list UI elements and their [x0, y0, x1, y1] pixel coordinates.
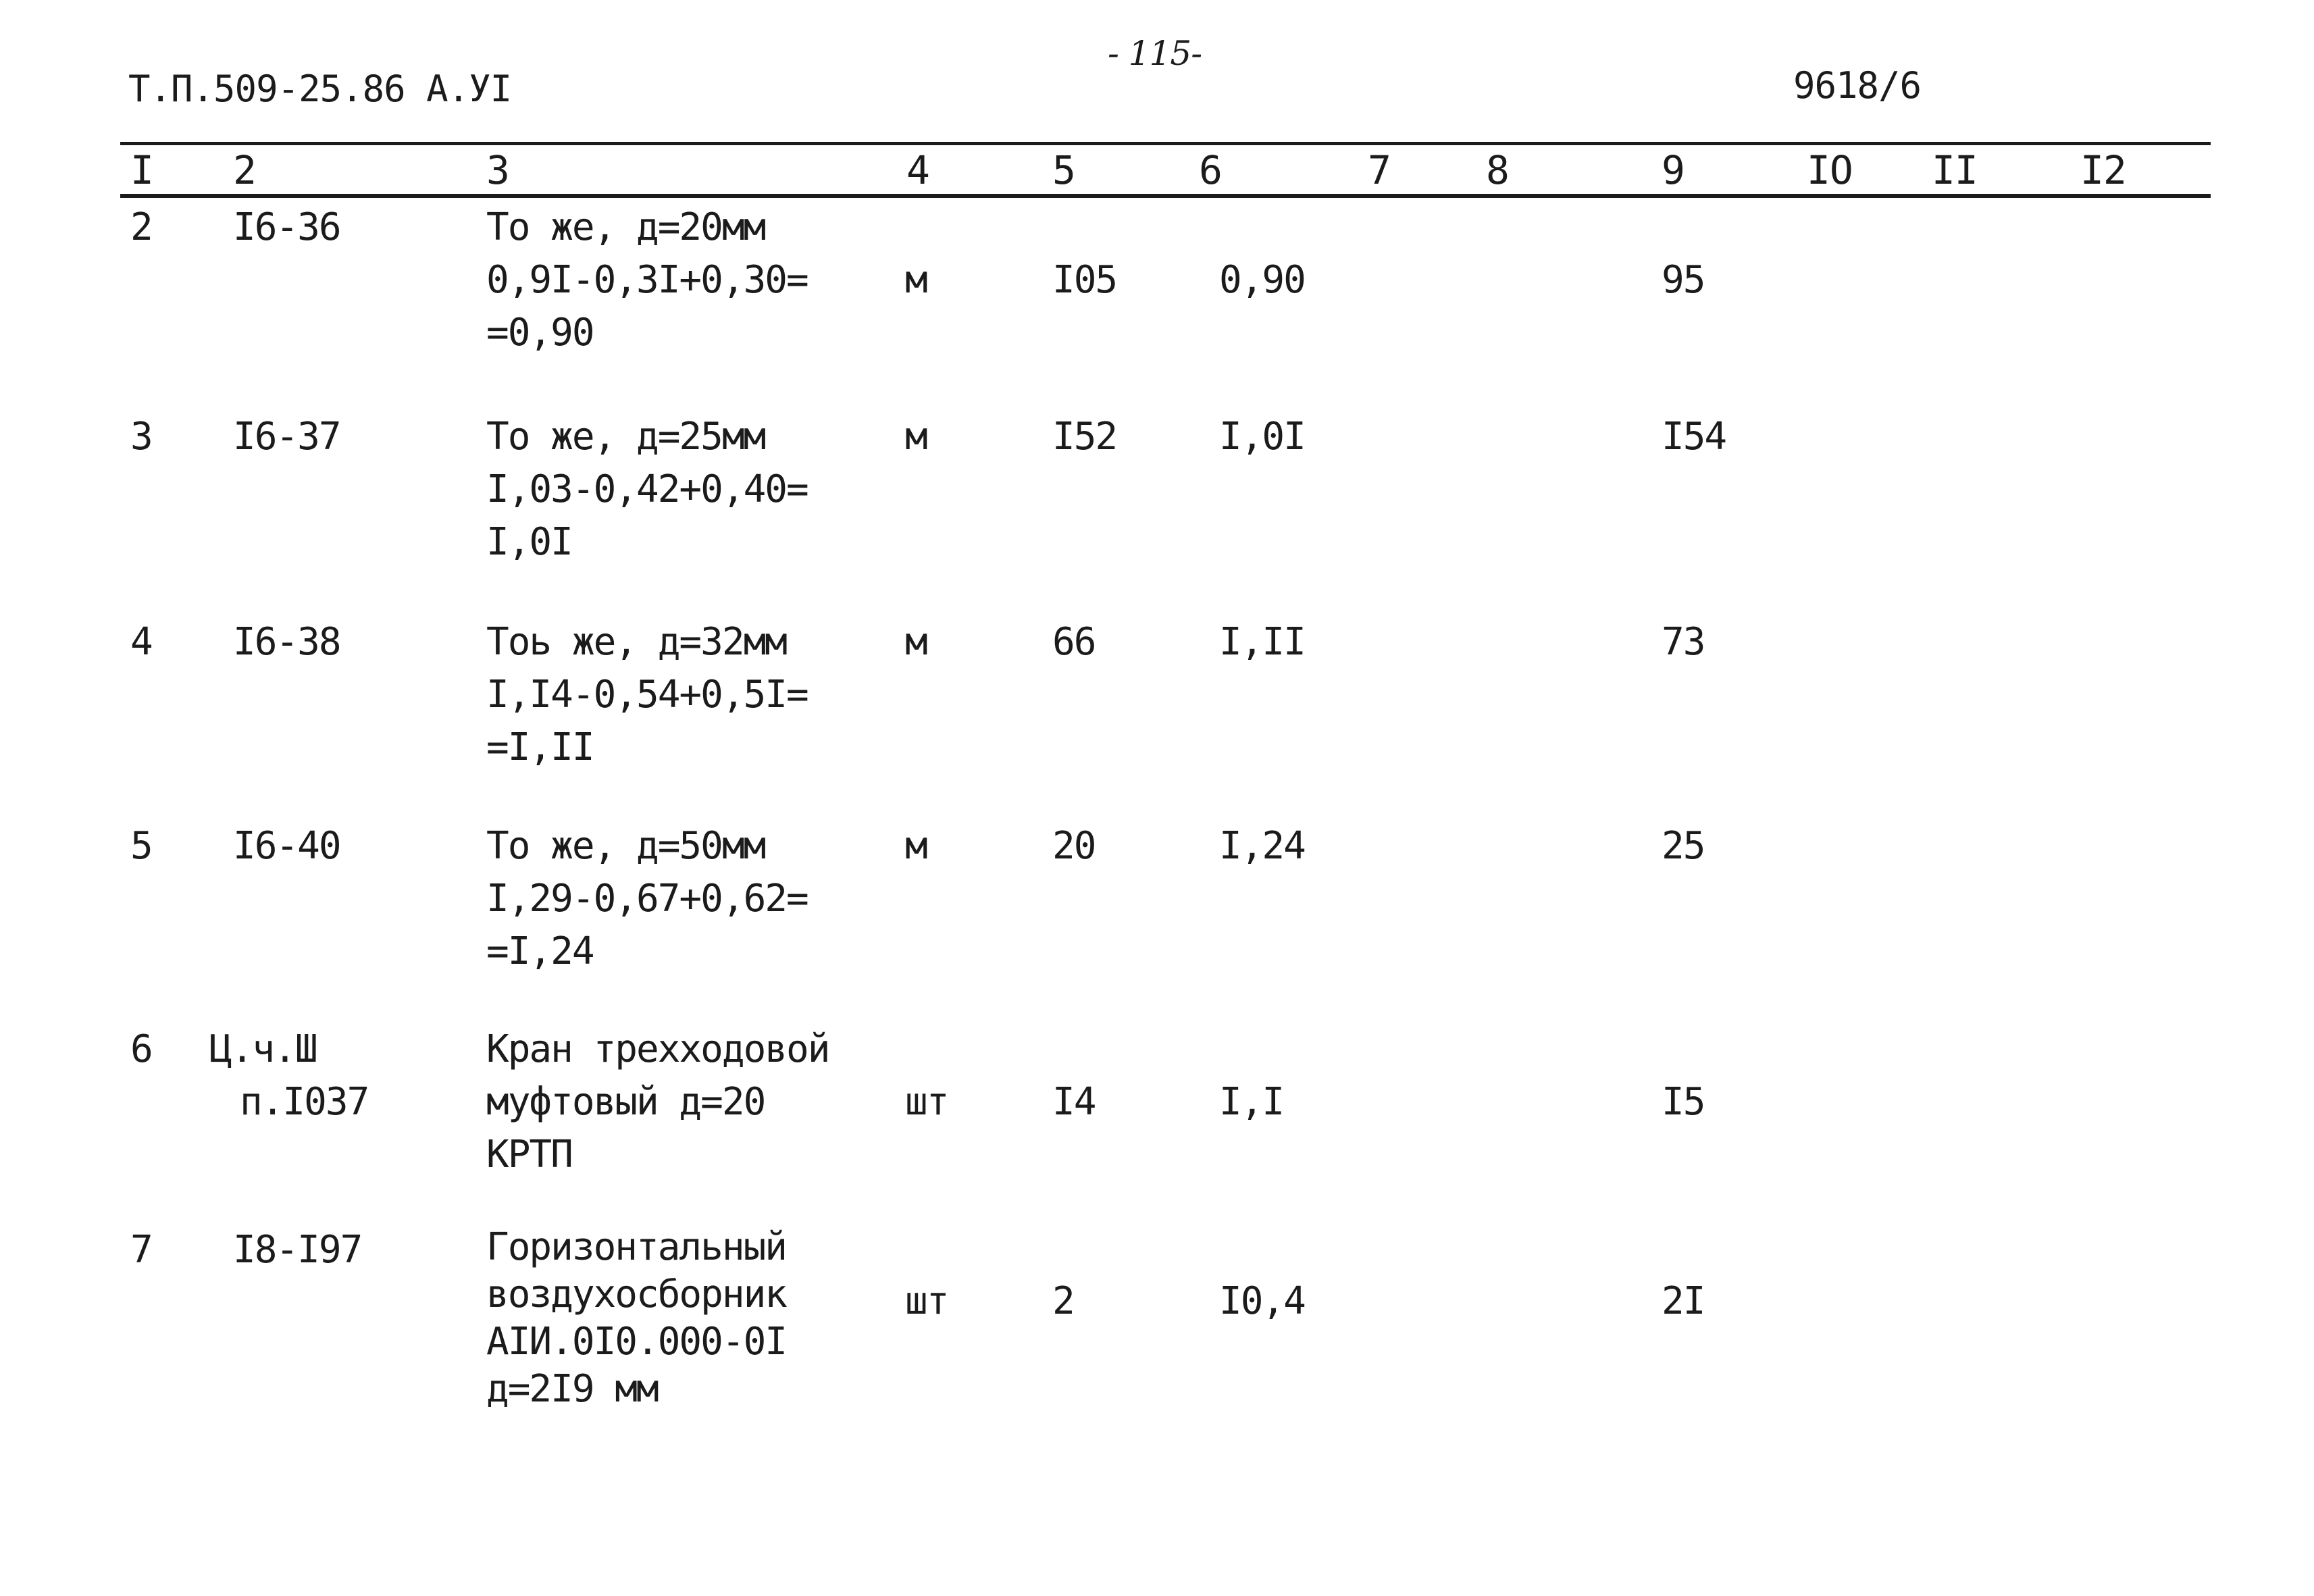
unit-price: I,I [1219, 1080, 1284, 1124]
table-top-rule [120, 142, 2211, 145]
quantity: I52 [1052, 415, 1117, 459]
description-line: 0,9I-0,3I+0,30= [486, 258, 808, 302]
norm-code: I6-40 [233, 824, 340, 868]
row-number: 2 [130, 205, 152, 249]
description-line: КРТП [486, 1133, 572, 1177]
description [486, 1224, 786, 1413]
description [486, 411, 808, 569]
description-line: Тоь же, д=32мм [486, 620, 787, 664]
description-line: муфтовый д=20 [486, 1080, 765, 1124]
unit: м [905, 824, 927, 868]
row-number: 3 [130, 415, 152, 459]
description-line: Кран трехходовой [486, 1027, 829, 1071]
quantity: I05 [1052, 258, 1117, 302]
column-header-7: 7 [1368, 147, 1391, 193]
unit: м [905, 415, 927, 459]
unit-price: I0,4 [1219, 1279, 1305, 1323]
column-header-5: 5 [1052, 147, 1075, 193]
description-line: =0,90 [486, 311, 594, 355]
quantity: 20 [1052, 824, 1096, 868]
unit: м [905, 620, 927, 664]
document-code: Т.П.509-25.86 А.УI [128, 68, 512, 110]
column-header-9: 9 [1662, 147, 1685, 193]
description-line: =I,II [486, 725, 594, 769]
row-number: 4 [130, 620, 152, 664]
description [486, 201, 808, 359]
norm-code: I8-I97 [233, 1228, 362, 1272]
column-header-2: 2 [233, 147, 256, 193]
norm-code: I6-38 [233, 620, 340, 664]
norm-code-line: п.I037 [240, 1080, 369, 1124]
description [486, 616, 808, 774]
unit-price: I,24 [1219, 824, 1305, 868]
total: I54 [1662, 415, 1726, 459]
unit: шт [905, 1080, 948, 1124]
description-line: I,29-0,67+0,62= [486, 877, 808, 921]
description-line: д=2I9 мм [486, 1367, 658, 1411]
norm-code: I6-36 [233, 205, 340, 249]
norm-code: I6-37 [233, 415, 340, 459]
page-number: - 115- [1108, 34, 1202, 73]
description-line: воздухосборник [486, 1272, 787, 1316]
description [486, 820, 808, 978]
unit-price: I,0I [1219, 415, 1305, 459]
column-header-1: I [130, 147, 153, 193]
quantity: 66 [1052, 620, 1096, 664]
description-line: То же, д=25мм [486, 415, 765, 459]
column-header-10: IO [1807, 147, 1853, 193]
unit-price: I,II [1219, 620, 1305, 664]
table-header-rule [120, 194, 2211, 198]
unit: шт [905, 1279, 948, 1323]
column-header-12: I2 [2080, 147, 2126, 193]
column-header-3: 3 [486, 147, 509, 193]
description-line: АIИ.0I0.000-0I [486, 1320, 787, 1364]
column-header-4: 4 [906, 147, 929, 193]
norm-code [209, 1023, 368, 1129]
total: 95 [1662, 258, 1705, 302]
description-line: I,0I [486, 520, 572, 564]
row-number: 5 [130, 824, 152, 868]
column-header-6: 6 [1199, 147, 1222, 193]
column-header-11: II [1932, 147, 1978, 193]
norm-code-line: Ц.ч.Ш [209, 1027, 317, 1071]
quantity: 2 [1052, 1279, 1074, 1323]
description [486, 1023, 829, 1181]
description-line: То же, д=50мм [486, 824, 765, 868]
description-line: Горизонтальный [486, 1225, 787, 1269]
unit: м [905, 258, 927, 302]
total: 73 [1662, 620, 1705, 664]
column-header-8: 8 [1486, 147, 1509, 193]
quantity: I4 [1052, 1080, 1096, 1124]
total: I5 [1662, 1080, 1705, 1124]
description-line: I,03-0,42+0,40= [486, 467, 808, 511]
description-line: =I,24 [486, 929, 594, 973]
sheet-code: 9618/6 [1793, 64, 1922, 107]
description-line: То же, д=20мм [486, 205, 765, 249]
unit-price: 0,90 [1219, 258, 1305, 302]
row-number: 6 [130, 1027, 152, 1071]
description-line: I,I4-0,54+0,5I= [486, 673, 808, 717]
total: 25 [1662, 824, 1705, 868]
row-number: 7 [130, 1228, 152, 1272]
total: 2I [1662, 1279, 1705, 1323]
